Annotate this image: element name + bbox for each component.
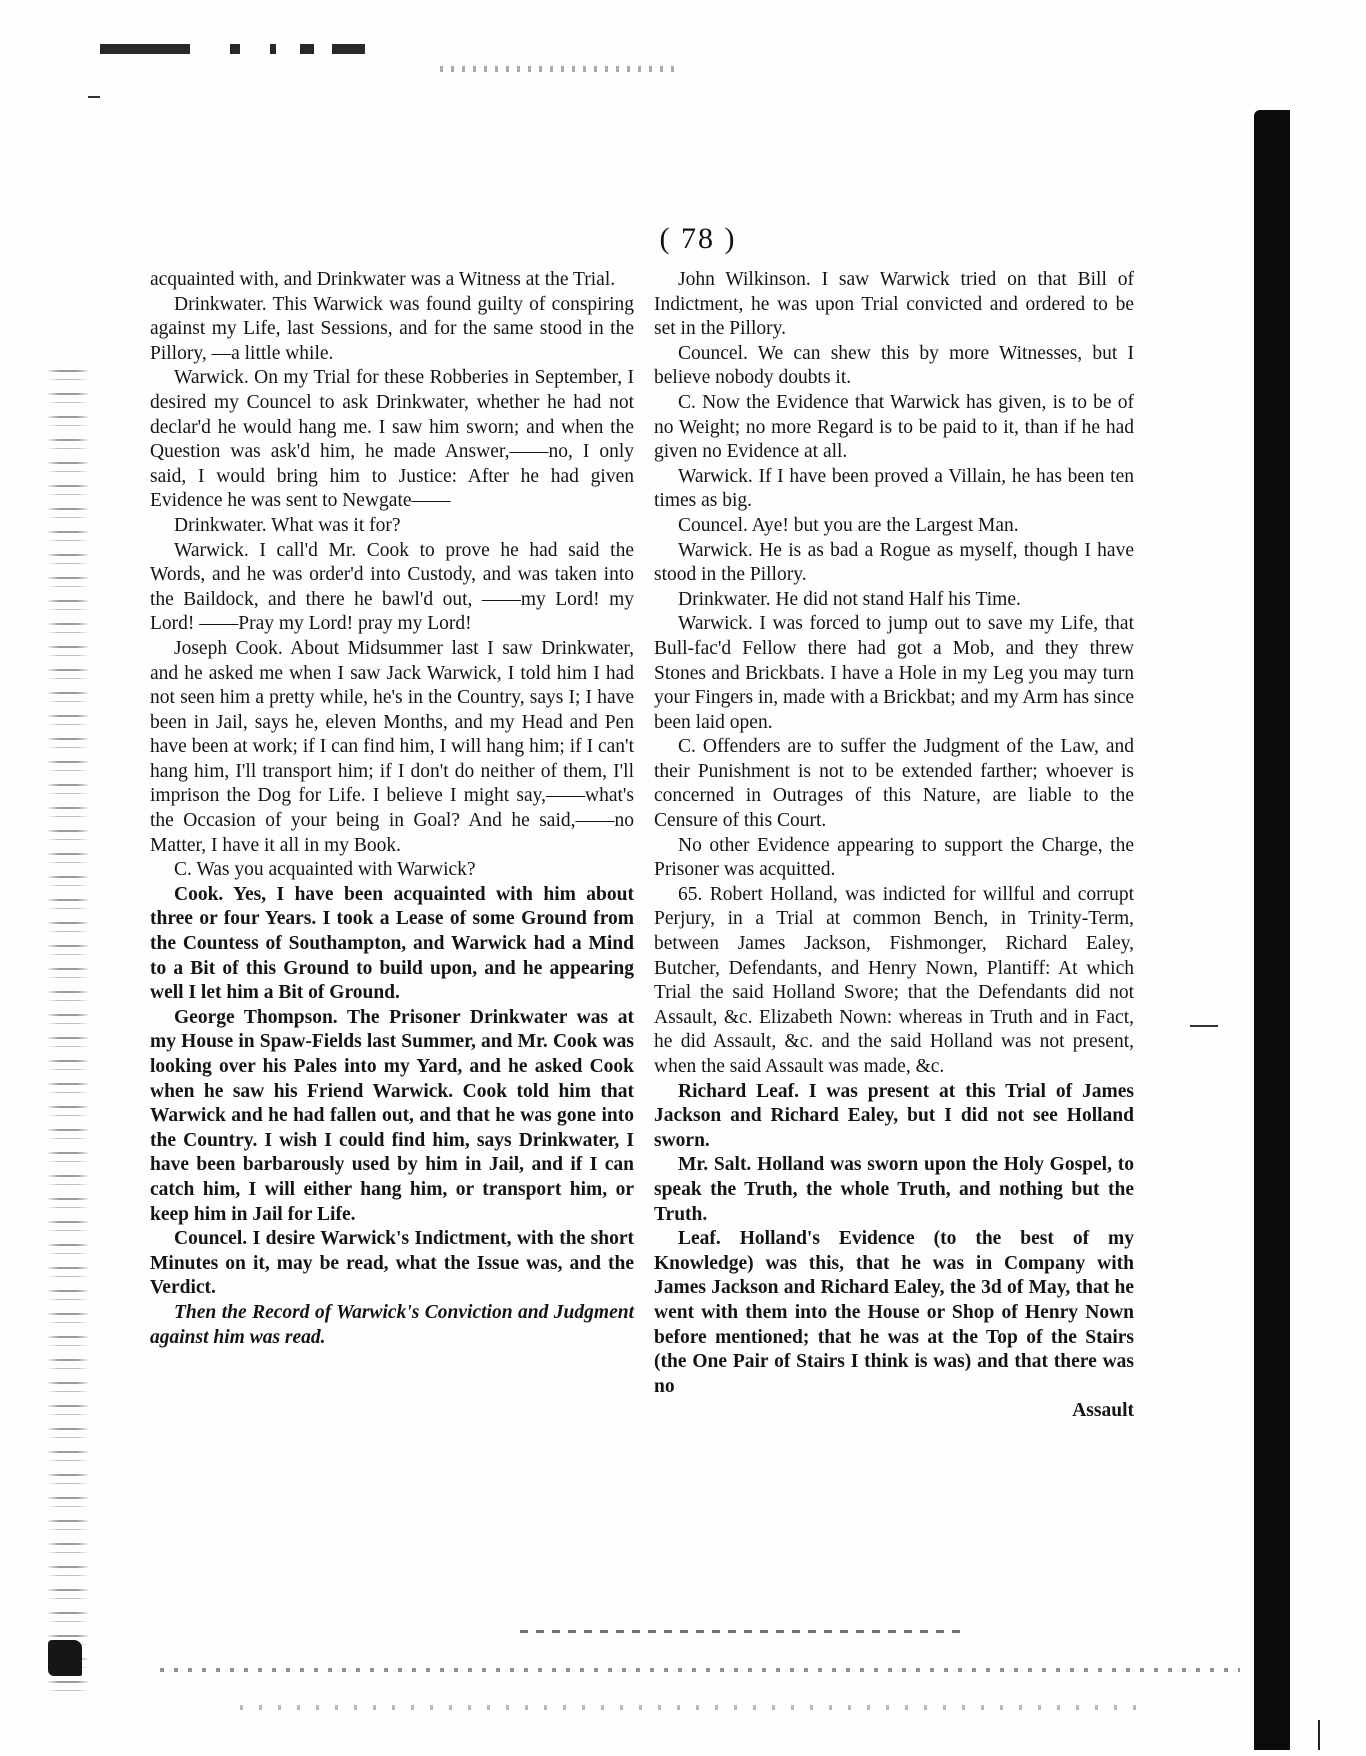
page-number: ( 78 ) [659, 222, 737, 255]
right-paragraph: C. Now the Evidence that Warwick has given, is to be of no Weight; no more Regard is to be paid to it, than if he had given no Evidence at all. [654, 391, 1134, 463]
left-paragraph: acquainted with, and Drinkwater was a Witness at the Trial. [150, 269, 616, 290]
right-paragraph: Councel. We can shew this by more Witnesses, but I believe nobody doubts it. [654, 342, 1134, 389]
catchword: Assault [1072, 1400, 1134, 1422]
left-column [150, 268, 634, 1350]
right-column [654, 268, 1134, 1424]
left-paragraph: Councel. I desire Warwick's Indictment, with the short Minutes on it, may be read, what the Issue was, and the Verdict. [150, 1228, 634, 1299]
left-paragraph: Drinkwater. This Warwick was found guilty of conspiring against my Life, last Sessions, and for the same stood in the Pillory, —a little while. [150, 293, 634, 364]
right-paragraph: No other Evidence appearing to support the Charge, the Prisoner was acquitted. [654, 834, 1134, 881]
left-paragraph: Cook. Yes, I have been acquainted with him about three or four Years. I took a Lease of some Ground from the Countess of Southampton, and Warwick had a Mind to a Bit of this Ground to build upon, and he appearing well I let him a Bit of Ground. [150, 883, 634, 1004]
left-paragraph: Warwick. On my Trial for these Robberies in September, I desired my Councel to ask Drinkwater, whether he had not declar'd he would hang me. I saw him sworn; and when the Question was ask'd him, he made Answer,——no, I only said, I would bring him to Justice: After he had given Evidence he was sent to Newgate—— [150, 367, 634, 512]
scan-mark-right-margin [1190, 1025, 1218, 1027]
scan-noise-bottom-3 [240, 1705, 1140, 1710]
right-paragraph: Warwick. I was forced to jump out to save my Life, that Bull-fac'd Fellow there had got a Mob, and they threw Stones and Brickbats. I have a Hole in my Leg you may turn your Fingers in, made with a Brickbat; and my Arm has since been laid open. [654, 613, 1134, 733]
right-paragraph: Richard Leaf. I was present at this Trial of James Jackson and Richard Ealey, but I did not see Holland sworn. [654, 1080, 1134, 1151]
scan-blob-left-edge [48, 1640, 82, 1676]
left-paragraph: Warwick. I call'd Mr. Cook to prove he had said the Words, and he was order'd into Custody, and was taken into the Baildock, and there he bawl'd out, ——my Lord! my Lord! ——Pray my Lord! pray my Lord! [150, 539, 634, 635]
left-paragraph: C. Was you acquainted with Warwick? [174, 859, 476, 881]
right-paragraph: Warwick. He is as bad a Rogue as myself, though I have stood in the Pillory. [654, 539, 1134, 586]
right-paragraph: Warwick. If I have been proved a Villain, he has been ten times as big. [654, 465, 1134, 512]
left-paragraph: Drinkwater. What was it for? [174, 514, 401, 536]
scan-mark-right-edge [1318, 1720, 1320, 1750]
scan-shadow-right-edge [1254, 110, 1290, 1750]
right-paragraph: John Wilkinson. I saw Warwick tried on that Bill of Indictment, he was upon Trial convicted and ordered to be set in the Pillory. [654, 269, 1134, 340]
left-paragraph: George Thompson. The Prisoner Drinkwater was at my House in Spaw-Fields last Summer, and Mr. Cook was looking over his Pales into my Yard, and he asked Cook when he saw his Friend Warwick. Cook told him that Warwick and he had fallen out, and that he was gone into the Country. I wish I could find him, says Drinkwater, I have been barbarously used by him in Jail, and if I can catch him, I will either hang him, or transport him, or keep him in Jail for Life. [150, 1006, 634, 1225]
right-paragraph: Drinkwater. He did not stand Half his Time. [678, 588, 1021, 610]
scan-mark-left [88, 96, 100, 98]
right-paragraph: C. Offenders are to suffer the Judgment of the Law, and their Punishment is not to be extended farther; whoever is concerned in Outrages of this Nature, are liable to the Censure of this Court. [654, 736, 1134, 832]
right-paragraph: Mr. Salt. Holland was sworn upon the Holy Gospel, to speak the Truth, the whole Truth, and nothing but the Truth. [654, 1154, 1134, 1225]
right-paragraph: Councel. Aye! but you are the Largest Man. [678, 514, 1019, 536]
right-paragraph: Leaf. Holland's Evidence (to the best of my Knowledge) was this, that he was in Company with James Jackson and Richard Ealey, the 3d of May, that he went with them into the House or Shop of Henry Nown before mentioned; that he was at the Top of the Stairs (the One Pair of Stairs I think is was) and that there was no [654, 1228, 1134, 1397]
scan-smudge-top [100, 44, 365, 54]
scan-noise-bottom [160, 1668, 1240, 1672]
right-paragraph: 65. Robert Holland, was indicted for willful and corrupt Perjury, in a Trial at common Bench, in Trinity-Term, between James Jackson, Fishmonger, Richard Ealey, Butcher, Defendants, and Henry Nown, Plantiff: At which Trial the said Holland Swore; that the Defendants did not Assault, &c. Elizabeth Nown: whereas in Truth and in Fact, he did Assault, &c. and the said Holland was not present, when the said Assault was made, &c. [654, 883, 1134, 1077]
scan-dots-top [440, 66, 680, 72]
scan-noise-left-edge [46, 370, 90, 1700]
left-paragraph: Joseph Cook. About Midsummer last I saw Drinkwater, and he asked me when I saw Jack Warwick, I told him I had not seen him a pretty while, he's in the Country, says I; I have been in Jail, says he, eleven Months, and my Head and Pen have been at work; if I can find him, I will hang him; if I can't hang him, I'll transport him; if I don't do neither of them, I'll imprison the Dog for Life. I believe I might say,——what's the Occasion of your being in Goal? And he said,——no Matter, I have it all in my Book. [150, 637, 634, 856]
left-paragraph: Then the Record of Warwick's Conviction and Judgment against him was read. [150, 1301, 634, 1348]
scan-noise-bottom-2 [520, 1630, 960, 1633]
